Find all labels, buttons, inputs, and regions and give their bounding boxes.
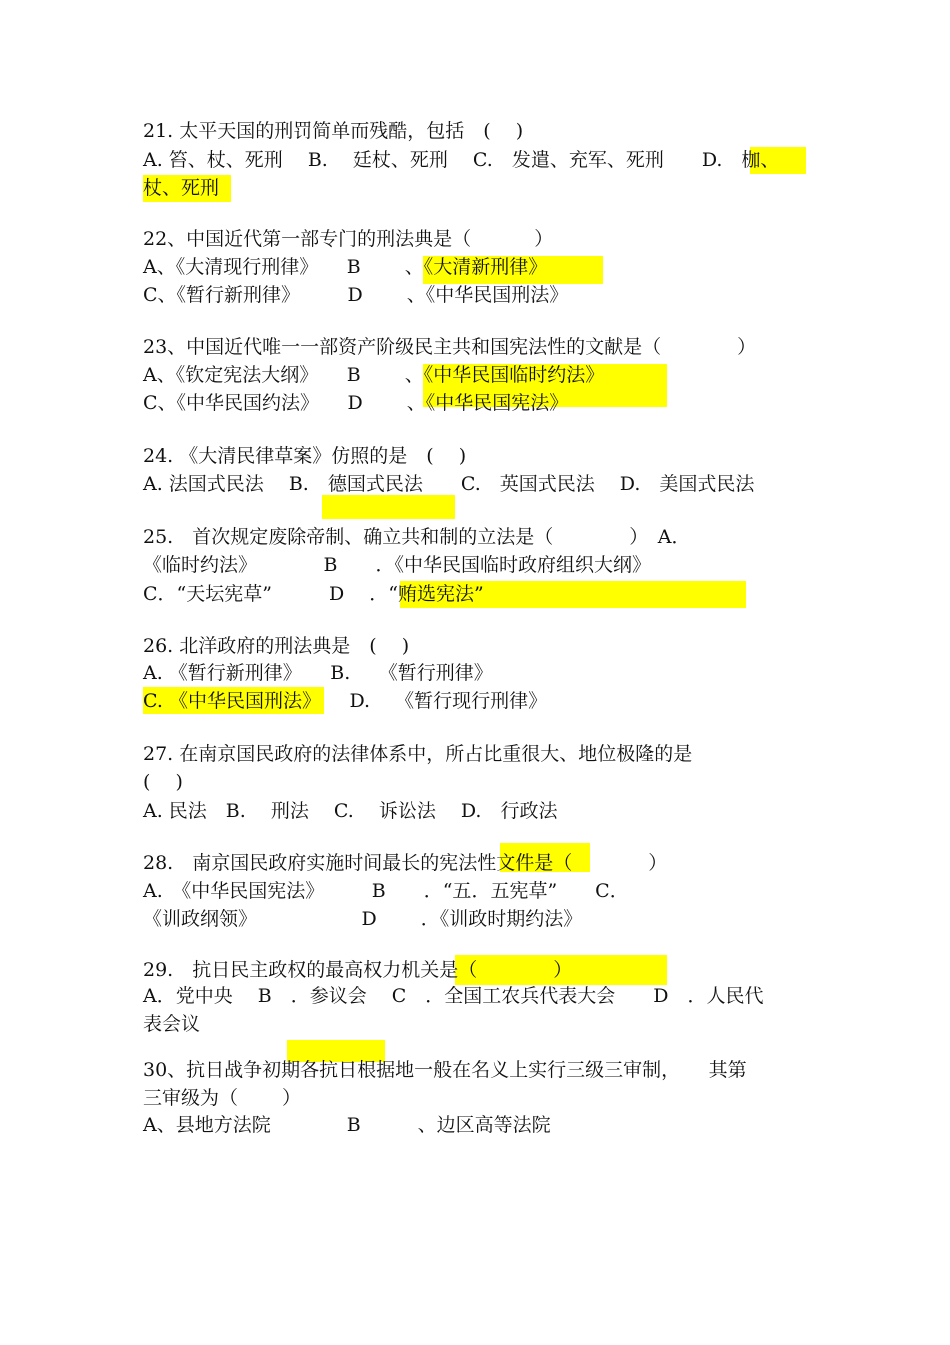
q30-options: A、县地方法院 B 、边区高等法院 bbox=[143, 1114, 551, 1136]
q23-stem: 23、中国近代唯一一部资产阶级民主共和国宪法性的文献是（ ） bbox=[143, 336, 757, 358]
q22-stem: 22、中国近代第一部专门的刑法典是（ ） bbox=[143, 228, 554, 250]
q28-options-cd: 《训政纲领》 D ．《训政时期约法》 bbox=[143, 908, 583, 930]
q21-stem: 21. 太平天国的刑罚简单而残酷，包括 ( ) bbox=[143, 120, 524, 142]
q22-options-cd: C、《暂行新刑律》 D 、《中华民国刑法》 bbox=[143, 284, 569, 306]
q26-stem: 26. 北洋政府的刑法典是 ( ) bbox=[143, 635, 410, 657]
q26-options-ab: A. 《暂行新刑律》 B. 《暂行刑律》 bbox=[143, 662, 493, 684]
q21-options: A. 笞、杖、死刑 B. 廷杖、死刑 C. 发遣、充军、死刑 D. 枷、 bbox=[143, 149, 780, 171]
q25-stem: 25. 首次规定废除帝制、确立共和制的立法是（ ） A． bbox=[143, 526, 691, 548]
q27-stem-cont: ( ) bbox=[143, 771, 183, 793]
q28-stem: 28. 南京国民政府实施时间最长的宪法性文件是（ ） bbox=[143, 852, 668, 874]
q22-options-ab: A、《大清现行刑律》 B 、《大清新刑律》 bbox=[143, 256, 548, 278]
highlight-q24-answer-b bbox=[322, 495, 455, 519]
q27-stem: 27. 在南京国民政府的法律体系中，所占比重很大、地位极隆的是 bbox=[143, 743, 693, 765]
q25-options-cd: C．“天坛宪草” D ．“贿选宪法” bbox=[143, 583, 484, 605]
q26-options-cd: C. 《中华民国刑法》 D. 《暂行现行刑律》 bbox=[143, 690, 548, 712]
q30-stem-cont: 三审级为（ ） bbox=[143, 1087, 302, 1109]
q23-options-cd: C、《中华民国约法》 D 、《中华民国宪法》 bbox=[143, 392, 569, 414]
q23-options-ab: A、《钦定宪法大纲》 B 、《中华民国临时约法》 bbox=[143, 364, 605, 386]
q21-options-cont: 杖、死刑 bbox=[143, 177, 220, 199]
q29-options: A．党中央 B ．参议会 C ．全国工农兵代表大会 D ．人民代 bbox=[143, 985, 764, 1007]
q24-options: A. 法国式民法 B. 德国式民法 C. 英国式民法 D. 美国式民法 bbox=[143, 473, 755, 495]
q29-options-cont: 表会议 bbox=[143, 1013, 201, 1035]
q29-stem: 29. 抗日民主政权的最高权力机关是（ ） bbox=[143, 959, 573, 981]
q27-options: A. 民法 B. 刑法 C. 诉讼法 D. 行政法 bbox=[143, 800, 558, 822]
q24-stem: 24. 《大清民律草案》仿照的是 ( ) bbox=[143, 445, 467, 467]
q30-stem: 30、抗日战争初期各抗日根据地一般在名义上实行三级三审制， 其第 bbox=[143, 1059, 747, 1081]
q25-options-ab: 《临时约法》 B ．《中华民国临时政府组织大纲》 bbox=[143, 554, 651, 576]
q28-options-abc: A. 《中华民国宪法》 B ．“五．五宪草” C． bbox=[143, 880, 629, 902]
